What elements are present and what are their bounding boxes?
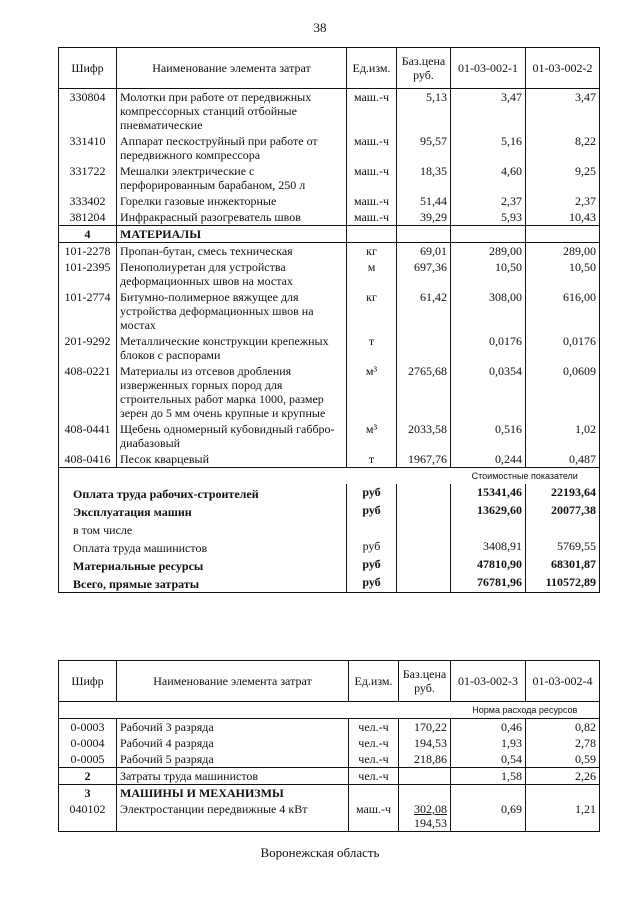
cell-price: 51,44	[397, 193, 451, 209]
table-row	[59, 209, 600, 226]
summary-row	[59, 538, 600, 556]
summary-value-2: 110572,89	[526, 574, 600, 593]
header-col2: 01-03-002-2	[526, 48, 600, 89]
table-row	[59, 133, 600, 163]
summary-name: Материальные ресурсы	[59, 556, 347, 574]
cell-unit: м	[347, 259, 397, 289]
summary-unit: руб	[347, 538, 397, 556]
table-row	[59, 735, 600, 751]
cell-value-1: 0,244	[451, 451, 526, 468]
summary-value-2: 68301,87	[526, 556, 600, 574]
header-code: Шифр	[59, 48, 117, 89]
cell-name: Материалы из отсевов дробления изверженных горных пород для строительных работ марка 1000, размер зерен до 5 мм очень крупные и крупные	[117, 363, 347, 421]
summary-row	[59, 520, 600, 538]
cell-value-2: 0,59	[526, 751, 600, 768]
cell-value-1: 308,00	[451, 289, 526, 333]
summary-name: Эксплуатация машин	[59, 502, 347, 520]
cell-unit: маш.-ч	[347, 133, 397, 163]
cell-unit: маш.-ч	[347, 193, 397, 209]
cell-price: 69,01	[397, 243, 451, 260]
table-row	[59, 333, 600, 363]
cell-name: Рабочий 3 разряда	[117, 719, 349, 736]
table-row	[59, 259, 600, 289]
summary-unit	[347, 520, 397, 538]
table-row	[59, 193, 600, 209]
summary-unit: руб	[347, 484, 397, 502]
section-code: 3	[59, 785, 117, 802]
table-row	[59, 751, 600, 768]
cell-code: 408-0221	[59, 363, 117, 421]
cost-table-1	[58, 47, 600, 593]
cell-price: 5,13	[397, 89, 451, 134]
cell-value-2: 10,43	[526, 209, 600, 226]
labor-name: Затраты труда машинистов	[117, 768, 349, 785]
norm-label: Норма расхода ресурсов	[451, 702, 600, 719]
header-code: Шифр	[59, 661, 117, 702]
summary-name: Оплата труда машинистов	[59, 538, 347, 556]
table-row	[59, 421, 600, 451]
summary-name: Оплата труда рабочих-строителей	[59, 484, 347, 502]
cell-value-1: 0,516	[451, 421, 526, 451]
footer-region: Воронежская область	[260, 845, 380, 860]
cell-price: 61,42	[397, 289, 451, 333]
cell-code: 330804	[59, 89, 117, 134]
cell-price: 218,86	[399, 751, 451, 768]
summary-value-1: 3408,91	[451, 538, 526, 556]
cell-price: 2765,68	[397, 363, 451, 421]
cell-value-2: 0,487	[526, 451, 600, 468]
summary-row	[59, 502, 600, 520]
machine-price-secondary: 194,53	[414, 816, 447, 830]
cell-value-2: 2,78	[526, 735, 600, 751]
cell-value-1: 2,37	[451, 193, 526, 209]
cell-unit: м³	[347, 421, 397, 451]
summary-unit: руб	[347, 574, 397, 593]
cost-table-2	[58, 660, 600, 832]
cell-name: Горелки газовые инжекторные	[117, 193, 347, 209]
cell-value-1: 5,16	[451, 133, 526, 163]
header-col1: 01-03-002-3	[451, 661, 526, 702]
cell-value-2: 8,22	[526, 133, 600, 163]
norm-label-row	[59, 702, 600, 719]
cell-unit: т	[347, 451, 397, 468]
table-row	[59, 163, 600, 193]
summary-row	[59, 574, 600, 593]
cell-value-2: 0,0609	[526, 363, 600, 421]
cell-value-2: 9,25	[526, 163, 600, 193]
labor-row	[59, 768, 600, 785]
section-row	[59, 226, 600, 243]
summary-unit: руб	[347, 556, 397, 574]
cell-name: Инфракрасный разогреватель швов	[117, 209, 347, 226]
cell-name: Молотки при работе от передвижных компрессорных станций отбойные пневматические	[117, 89, 347, 134]
table-row	[59, 451, 600, 468]
cell-price: 95,57	[397, 133, 451, 163]
cell-value-2: 1,02	[526, 421, 600, 451]
cell-unit: кг	[347, 243, 397, 260]
cell-price: 194,53	[399, 735, 451, 751]
cell-value-1: 1,93	[451, 735, 526, 751]
cell-name: Рабочий 5 разряда	[117, 751, 349, 768]
summary-row	[59, 556, 600, 574]
section-title: МАТЕРИАЛЫ	[117, 226, 347, 243]
machine-row	[59, 801, 600, 832]
summary-unit: руб	[347, 502, 397, 520]
cell-name: Щебень одномерный кубовидный габбро-диабазовый	[117, 421, 347, 451]
labor-code: 2	[59, 768, 117, 785]
cell-unit: кг	[347, 289, 397, 333]
header-name: Наименование элемента затрат	[117, 661, 349, 702]
machine-v1: 0,69	[451, 801, 526, 832]
summary-value-1	[451, 520, 526, 538]
machine-price-main: 302,08	[414, 802, 447, 816]
cell-code: 0-0003	[59, 719, 117, 736]
header-name: Наименование элемента затрат	[117, 48, 347, 89]
table-row	[59, 719, 600, 736]
cell-value-1: 0,54	[451, 751, 526, 768]
summary-price	[397, 502, 451, 520]
cell-name: Битумно-полимерное вяжущее для устройства деформационных швов на мостах	[117, 289, 347, 333]
cell-name: Пенополиуретан для устройства деформационных швов на мостах	[117, 259, 347, 289]
cell-value-2: 2,37	[526, 193, 600, 209]
machine-v2: 1,21	[526, 801, 600, 832]
header-price: Баз.цена руб.	[397, 48, 451, 89]
cost-label-row	[59, 468, 600, 485]
cell-unit: маш.-ч	[347, 209, 397, 226]
summary-row	[59, 484, 600, 502]
cell-code: 101-2774	[59, 289, 117, 333]
cell-code: 331722	[59, 163, 117, 193]
machine-unit: маш.-ч	[349, 801, 399, 832]
header-price: Баз.цена руб.	[399, 661, 451, 702]
cell-unit: чел.-ч	[349, 719, 399, 736]
summary-value-1: 13629,60	[451, 502, 526, 520]
cell-value-1: 0,0176	[451, 333, 526, 363]
cell-value-1: 0,0354	[451, 363, 526, 421]
cell-price: 1967,76	[397, 451, 451, 468]
cell-code: 201-9292	[59, 333, 117, 363]
cell-code: 101-2278	[59, 243, 117, 260]
cell-code: 0-0005	[59, 751, 117, 768]
cell-code: 381204	[59, 209, 117, 226]
summary-value-2: 5769,55	[526, 538, 600, 556]
cell-name: Металлические конструкции крепежных блоков с распорами	[117, 333, 347, 363]
cell-code: 101-2395	[59, 259, 117, 289]
labor-v1: 1,58	[451, 768, 526, 785]
cell-price: 18,35	[397, 163, 451, 193]
table-header	[59, 48, 600, 89]
summary-price	[397, 484, 451, 502]
section-title: МАШИНЫ И МЕХАНИЗМЫ	[117, 785, 349, 802]
summary-value-1: 15341,46	[451, 484, 526, 502]
cell-price: 2033,58	[397, 421, 451, 451]
summary-value-2: 22193,64	[526, 484, 600, 502]
table-header	[59, 661, 600, 702]
table-row	[59, 89, 600, 134]
summary-value-1: 47810,90	[451, 556, 526, 574]
cell-unit: маш.-ч	[347, 163, 397, 193]
cell-unit: чел.-ч	[349, 735, 399, 751]
cell-unit: чел.-ч	[349, 751, 399, 768]
machine-price	[399, 801, 451, 832]
cell-value-1: 289,00	[451, 243, 526, 260]
cell-price: 170,22	[399, 719, 451, 736]
summary-value-2	[526, 520, 600, 538]
table-row	[59, 243, 600, 260]
summary-name: Всего, прямые затраты	[59, 574, 347, 593]
page-number: 38	[313, 20, 327, 35]
summary-name: в том числе	[59, 520, 347, 538]
cell-value-2: 0,82	[526, 719, 600, 736]
cell-unit: м³	[347, 363, 397, 421]
cell-name: Аппарат пескоструйный при работе от передвижного компрессора	[117, 133, 347, 163]
cost-label: Стоимостные показатели	[451, 468, 600, 485]
header-col2: 01-03-002-4	[526, 661, 600, 702]
labor-v2: 2,26	[526, 768, 600, 785]
section-code: 4	[59, 226, 117, 243]
cell-value-2: 289,00	[526, 243, 600, 260]
cell-code: 0-0004	[59, 735, 117, 751]
cell-value-2: 10,50	[526, 259, 600, 289]
cell-price: 39,29	[397, 209, 451, 226]
table-row	[59, 289, 600, 333]
cell-value-1: 0,46	[451, 719, 526, 736]
cell-name: Рабочий 4 разряда	[117, 735, 349, 751]
cell-price	[397, 333, 451, 363]
summary-value-2: 20077,38	[526, 502, 600, 520]
header-unit: Ед.изм.	[349, 661, 399, 702]
header-col1: 01-03-002-1	[451, 48, 526, 89]
cell-name: Песок кварцевый	[117, 451, 347, 468]
cell-name: Пропан-бутан, смесь техническая	[117, 243, 347, 260]
cell-code: 408-0416	[59, 451, 117, 468]
summary-price	[397, 538, 451, 556]
machine-name: Электростанции передвижные 4 кВт	[117, 801, 349, 832]
summary-price	[397, 556, 451, 574]
cell-code: 408-0441	[59, 421, 117, 451]
cell-value-1: 10,50	[451, 259, 526, 289]
cell-value-2: 3,47	[526, 89, 600, 134]
summary-price	[397, 574, 451, 593]
table-row	[59, 363, 600, 421]
cell-value-1: 5,93	[451, 209, 526, 226]
section-row	[59, 785, 600, 802]
header-unit: Ед.изм.	[347, 48, 397, 89]
summary-value-1: 76781,96	[451, 574, 526, 593]
labor-unit: чел.-ч	[349, 768, 399, 785]
summary-price	[397, 520, 451, 538]
cell-value-2: 616,00	[526, 289, 600, 333]
cell-value-1: 4,60	[451, 163, 526, 193]
cell-code: 331410	[59, 133, 117, 163]
cell-value-2: 0,0176	[526, 333, 600, 363]
cell-value-1: 3,47	[451, 89, 526, 134]
cell-price: 697,36	[397, 259, 451, 289]
cell-code: 333402	[59, 193, 117, 209]
cell-unit: т	[347, 333, 397, 363]
cell-name: Мешалки электрические с перфорированным барабаном, 250 л	[117, 163, 347, 193]
cell-unit: маш.-ч	[347, 89, 397, 134]
machine-code: 040102	[59, 801, 117, 832]
